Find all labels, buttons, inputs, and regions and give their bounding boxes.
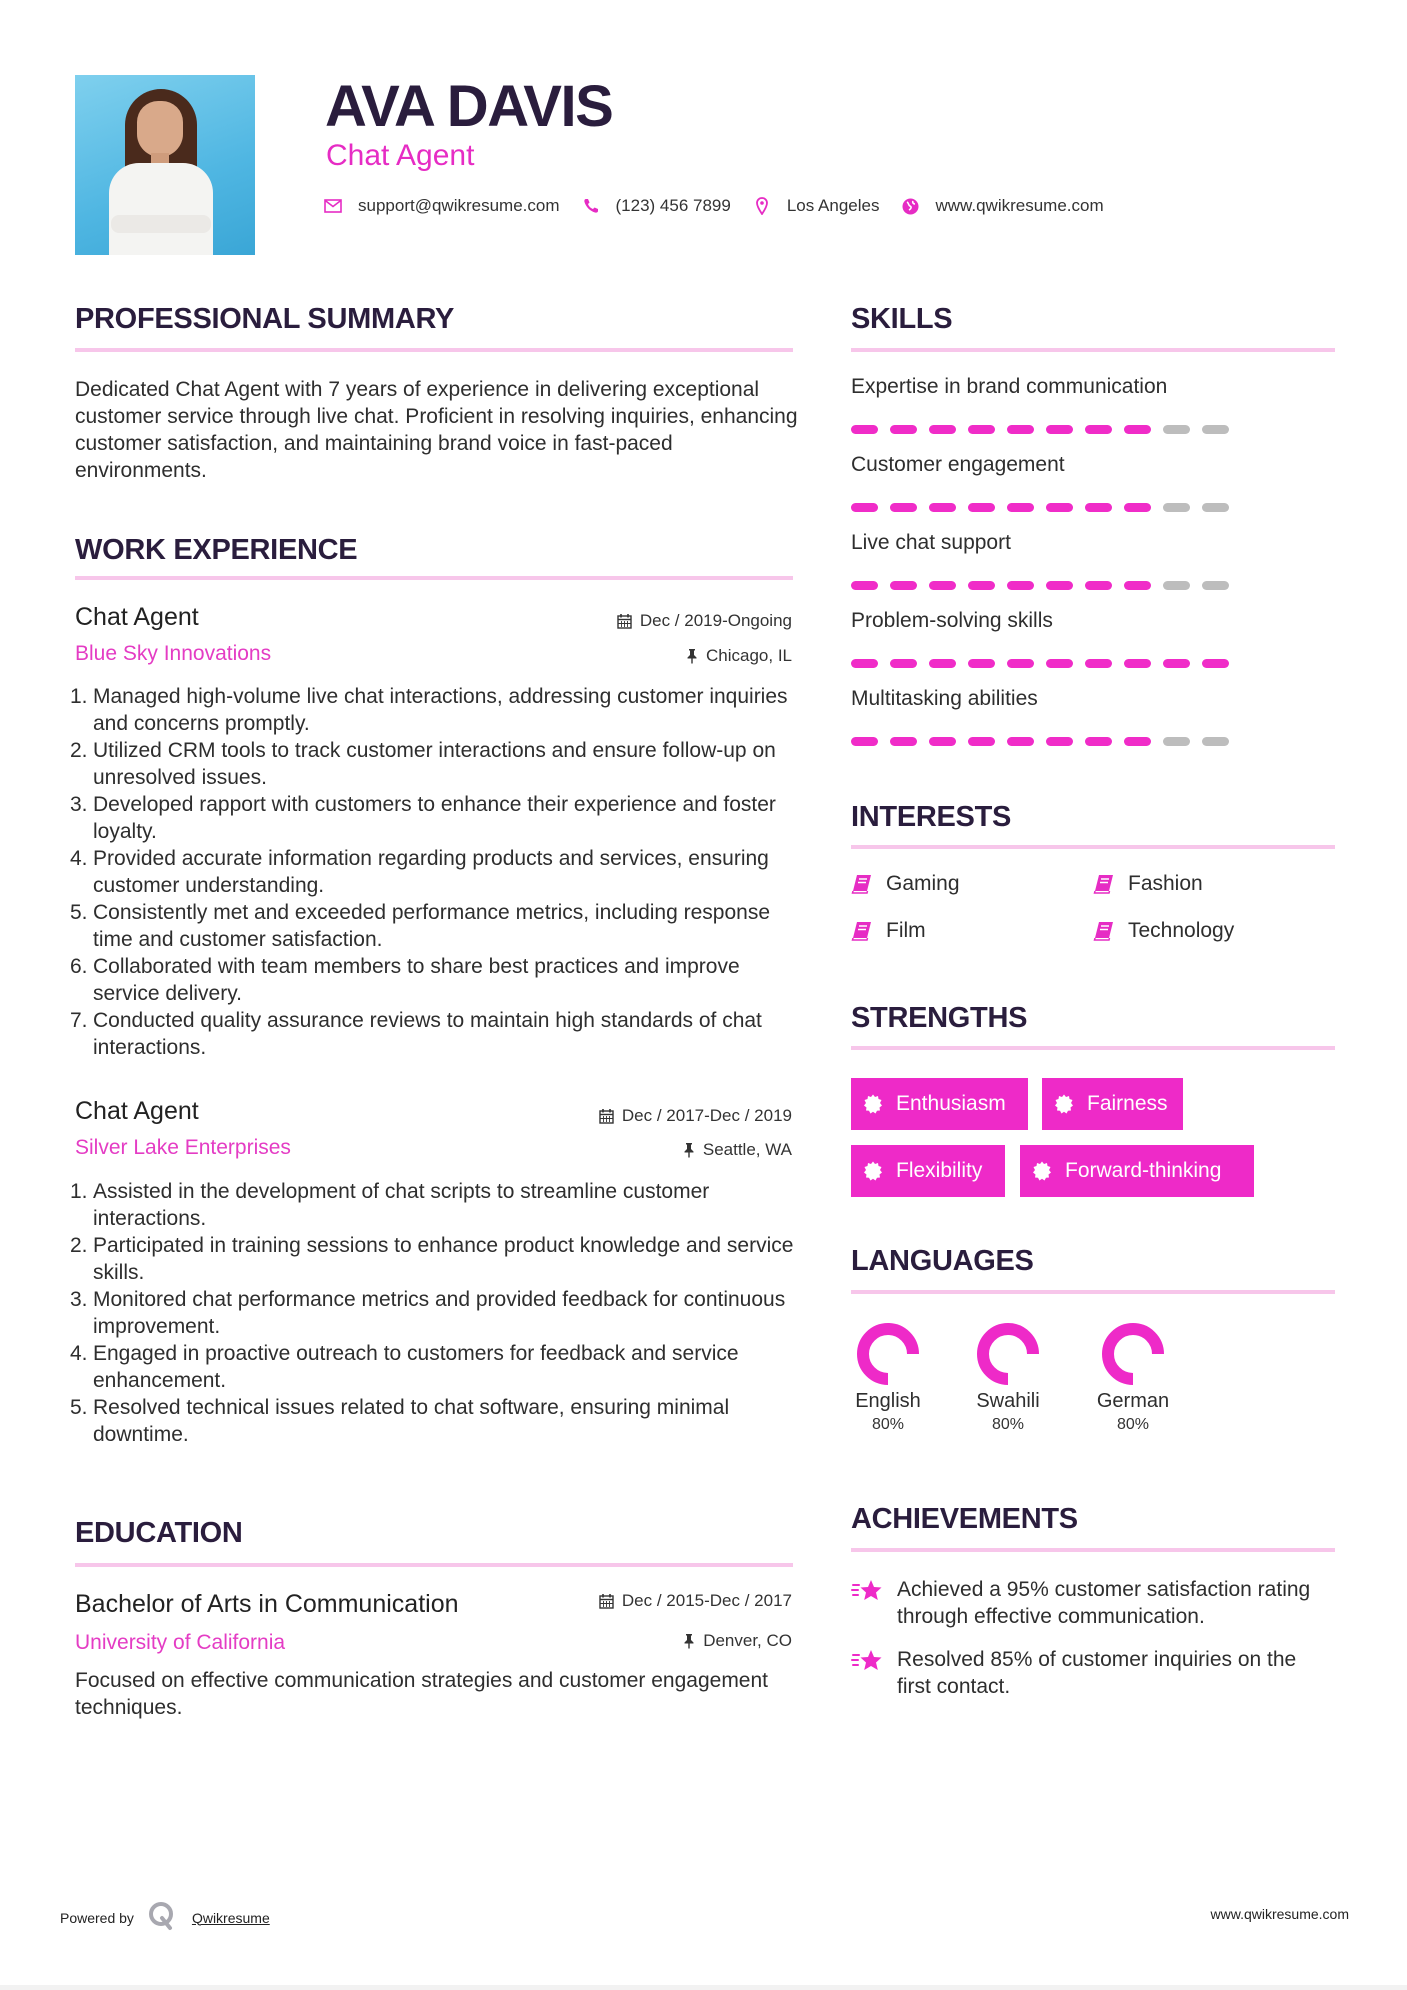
pushpin-icon — [683, 1633, 695, 1649]
calendar-icon — [617, 613, 632, 629]
language-name: Swahili — [976, 1390, 1040, 1412]
education-heading: EDUCATION — [75, 1517, 243, 1549]
education-degree: Bachelor of Arts in Communication — [75, 1590, 459, 1618]
experience-heading: WORK EXPERIENCE — [75, 534, 358, 566]
strength-label: Fairness — [1087, 1092, 1168, 1115]
skill-segment — [1124, 659, 1151, 668]
skill-segment — [1163, 737, 1190, 746]
candidate-title: Chat Agent — [326, 139, 475, 172]
skill-segment — [1163, 659, 1190, 668]
skill-segment — [1124, 737, 1151, 746]
language-item — [958, 1322, 1058, 1436]
skill-segment — [968, 659, 995, 668]
skill-segment — [1202, 425, 1229, 434]
achievement-item — [851, 1576, 1331, 1630]
envelope-icon — [324, 197, 342, 215]
skill-segment — [1202, 581, 1229, 590]
job-title: Chat Agent — [75, 603, 199, 631]
education-school: University of California — [75, 1631, 286, 1654]
contact-phone[interactable]: (123) 456 7899 — [615, 196, 731, 215]
interest-item — [1093, 918, 1234, 944]
job-location — [683, 1139, 792, 1161]
summary-heading: PROFESSIONAL SUMMARY — [75, 303, 455, 335]
skill-segment — [968, 737, 995, 746]
book-icon — [1093, 873, 1115, 895]
skill-segment — [1202, 503, 1229, 512]
skill-segment — [1007, 737, 1034, 746]
skill-segment — [968, 581, 995, 590]
strength-tag — [851, 1145, 1005, 1197]
job-bullet: 5. Consistently met and exceeded performance metrics, including response time and customer satisfaction. — [70, 901, 771, 951]
skills-divider — [851, 348, 1335, 352]
job-bullet: 7. Conducted quality assurance reviews to maintain high standards of chat interactions. — [70, 1009, 762, 1059]
strength-label: Flexibility — [896, 1159, 983, 1182]
job-date — [599, 1105, 792, 1127]
progress-ring-icon — [856, 1322, 920, 1386]
job-bullet: 3. Developed rapport with customers to enhance their experience and foster loyalty. — [70, 793, 776, 843]
book-icon — [851, 873, 873, 895]
skill-rating-bar — [851, 659, 1229, 668]
skill-segment — [851, 425, 878, 434]
achievements-divider — [851, 1548, 1335, 1552]
pushpin-icon — [683, 1142, 695, 1158]
phone-icon — [582, 197, 600, 215]
education-date — [599, 1590, 792, 1612]
job-bullets — [70, 683, 800, 1061]
skill-segment — [1124, 581, 1151, 590]
job-bullets — [70, 1178, 800, 1448]
language-name: English — [855, 1390, 921, 1412]
candidate-name: AVA DAVIS — [325, 74, 613, 139]
badge-icon — [863, 1094, 883, 1114]
profile-photo — [75, 75, 255, 255]
strength-label: Forward-thinking — [1065, 1159, 1222, 1182]
education-divider — [75, 1563, 793, 1567]
skill-segment — [1202, 659, 1229, 668]
language-percent: 80% — [871, 1416, 905, 1433]
language-percent: 80% — [991, 1416, 1025, 1433]
interest-label: Gaming — [886, 872, 960, 895]
job-location-text: Chicago, IL — [706, 646, 792, 665]
skill-segment — [1085, 659, 1112, 668]
summary-divider — [75, 348, 793, 352]
skill-segment — [929, 737, 956, 746]
badge-icon — [863, 1161, 883, 1181]
skill-segment — [1163, 581, 1190, 590]
job-location — [686, 645, 792, 667]
job-bullet: 2. Participated in training sessions to enhance product knowledge and service skills. — [70, 1234, 794, 1284]
skill-segment — [890, 737, 917, 746]
skill-rating-bar — [851, 425, 1229, 434]
skill-segment — [1085, 503, 1112, 512]
skill-segment — [1046, 659, 1073, 668]
strength-tag — [1042, 1078, 1183, 1130]
badge-icon — [1032, 1161, 1052, 1181]
job-bullet: 6. Collaborated with team members to share best practices and improve service delivery. — [70, 955, 740, 1005]
skill-segment — [1046, 581, 1073, 590]
languages-divider — [851, 1290, 1335, 1294]
skill-segment — [1046, 425, 1073, 434]
education-date-text: Dec / 2015-Dec / 2017 — [621, 1591, 792, 1610]
skill-rating-bar — [851, 503, 1229, 512]
interest-label: Technology — [1128, 919, 1235, 942]
education-location — [683, 1630, 792, 1652]
languages-heading: LANGUAGES — [851, 1245, 1034, 1277]
calendar-icon — [599, 1108, 614, 1124]
skill-segment — [851, 659, 878, 668]
book-icon — [851, 920, 873, 942]
interest-item — [1093, 871, 1203, 897]
contact-bar — [324, 194, 1126, 218]
job-bullet: 2. Utilized CRM tools to track customer interactions and ensure follow-up on unresolved issues. — [70, 739, 776, 789]
contact-location: Los Angeles — [786, 196, 880, 215]
shooting-star-icon — [851, 1576, 885, 1606]
skill-segment — [1007, 425, 1034, 434]
summary-text: Dedicated Chat Agent with 7 years of experience in delivering exceptional customer service through live chat. Proficient in resolving inquiries, enhancing customer satisfaction, and maintaining brand voice in fast-paced environments. — [75, 378, 798, 482]
language-percent: 80% — [1116, 1416, 1150, 1433]
skill-name: Multitasking abilities — [851, 687, 1038, 710]
strengths-heading: STRENGTHS — [851, 1002, 1028, 1034]
skill-segment — [1124, 503, 1151, 512]
job-company: Blue Sky Innovations — [75, 642, 272, 665]
skill-segment — [1163, 503, 1190, 512]
job-bullet: 1. Managed high-volume live chat interactions, addressing customer inquiries and concerns promptly. — [70, 685, 788, 735]
contact-website[interactable]: www.qwikresume.com — [935, 196, 1104, 215]
strength-label: Enthusiasm — [896, 1092, 1006, 1115]
strength-tag — [1020, 1145, 1254, 1197]
strength-tag — [851, 1078, 1028, 1130]
qwikresume-logo-icon — [148, 1901, 176, 1934]
shooting-star-icon — [851, 1646, 885, 1676]
skill-segment — [890, 503, 917, 512]
skill-segment — [929, 503, 956, 512]
skill-segment — [968, 503, 995, 512]
pushpin-icon — [686, 648, 698, 664]
skill-segment — [851, 503, 878, 512]
interests-divider — [851, 845, 1335, 849]
job-date-text: Dec / 2017-Dec / 2019 — [621, 1106, 792, 1125]
skill-segment — [1007, 659, 1034, 668]
skill-segment — [1085, 425, 1112, 434]
skill-name: Problem-solving skills — [851, 609, 1053, 632]
book-icon — [1093, 920, 1115, 942]
skill-name: Expertise in brand communication — [851, 375, 1168, 398]
progress-ring-icon — [976, 1322, 1040, 1386]
experience-divider — [75, 576, 793, 580]
qwikresume-link[interactable]: Qwikresume — [191, 1909, 270, 1926]
job-date-text: Dec / 2019-Ongoing — [639, 611, 792, 630]
badge-icon — [1054, 1094, 1074, 1114]
skill-segment — [929, 425, 956, 434]
strengths-divider — [851, 1046, 1335, 1050]
interest-item — [851, 918, 926, 944]
calendar-icon — [599, 1593, 614, 1609]
language-name: German — [1096, 1390, 1170, 1412]
interest-label: Film — [886, 919, 926, 942]
skill-name: Live chat support — [851, 531, 1011, 554]
skill-segment — [1202, 737, 1229, 746]
education-location-text: Denver, CO — [703, 1631, 792, 1650]
skill-name: Customer engagement — [851, 453, 1065, 476]
job-bullet: 1. Assisted in the development of chat scripts to streamline customer interactions. — [70, 1180, 710, 1230]
language-item — [1083, 1322, 1183, 1436]
interests-heading: INTERESTS — [851, 801, 1012, 833]
footer-website[interactable]: www.qwikresume.com — [1210, 1906, 1349, 1922]
skill-segment — [968, 425, 995, 434]
skill-segment — [1046, 503, 1073, 512]
achievement-text: Achieved a 95% customer satisfaction rating through effective communication. — [897, 1578, 1311, 1628]
powered-by-label: Powered by — [60, 1909, 134, 1926]
skill-segment — [1163, 425, 1190, 434]
skill-segment — [890, 659, 917, 668]
skill-segment — [890, 581, 917, 590]
skill-segment — [1007, 503, 1034, 512]
skill-segment — [1046, 737, 1073, 746]
progress-ring-icon — [1101, 1322, 1165, 1386]
skill-rating-bar — [851, 737, 1229, 746]
job-bullet: 3. Monitored chat performance metrics and provided feedback for continuous improvement. — [70, 1288, 786, 1338]
skill-segment — [1007, 581, 1034, 590]
job-bullet: 5. Resolved technical issues related to chat software, ensuring minimal downtime. — [70, 1396, 730, 1446]
job-title: Chat Agent — [75, 1097, 199, 1125]
skill-segment — [851, 581, 878, 590]
page-bottom-edge — [0, 1985, 1407, 1990]
skill-segment — [929, 581, 956, 590]
education-description: Focused on effective communication strategies and customer engagement techniques. — [75, 1669, 768, 1719]
job-bullet: 4. Provided accurate information regarding products and services, ensuring customer understanding. — [70, 847, 769, 897]
skill-segment — [890, 425, 917, 434]
achievement-text: Resolved 85% of customer inquiries on the first contact. — [897, 1648, 1297, 1698]
skill-rating-bar — [851, 581, 1229, 590]
footer-powered-by — [60, 1901, 270, 1934]
job-bullet: 4. Engaged in proactive outreach to customers for feedback and service enhancement. — [70, 1342, 739, 1392]
achievement-item — [851, 1646, 1331, 1700]
job-company: Silver Lake Enterprises — [75, 1136, 291, 1159]
interest-label: Fashion — [1128, 872, 1203, 895]
interest-item — [851, 871, 960, 897]
job-date — [617, 610, 792, 632]
globe-icon — [901, 197, 919, 215]
map-pin-icon — [753, 197, 771, 215]
skill-segment — [929, 659, 956, 668]
achievements-heading: ACHIEVEMENTS — [851, 1503, 1078, 1535]
contact-email[interactable]: support@qwikresume.com — [358, 196, 560, 215]
job-location-text: Seattle, WA — [702, 1140, 792, 1159]
skill-segment — [1124, 425, 1151, 434]
skill-segment — [851, 737, 878, 746]
skill-segment — [1085, 737, 1112, 746]
language-item — [838, 1322, 938, 1436]
skills-heading: SKILLS — [851, 303, 953, 335]
skill-segment — [1085, 581, 1112, 590]
